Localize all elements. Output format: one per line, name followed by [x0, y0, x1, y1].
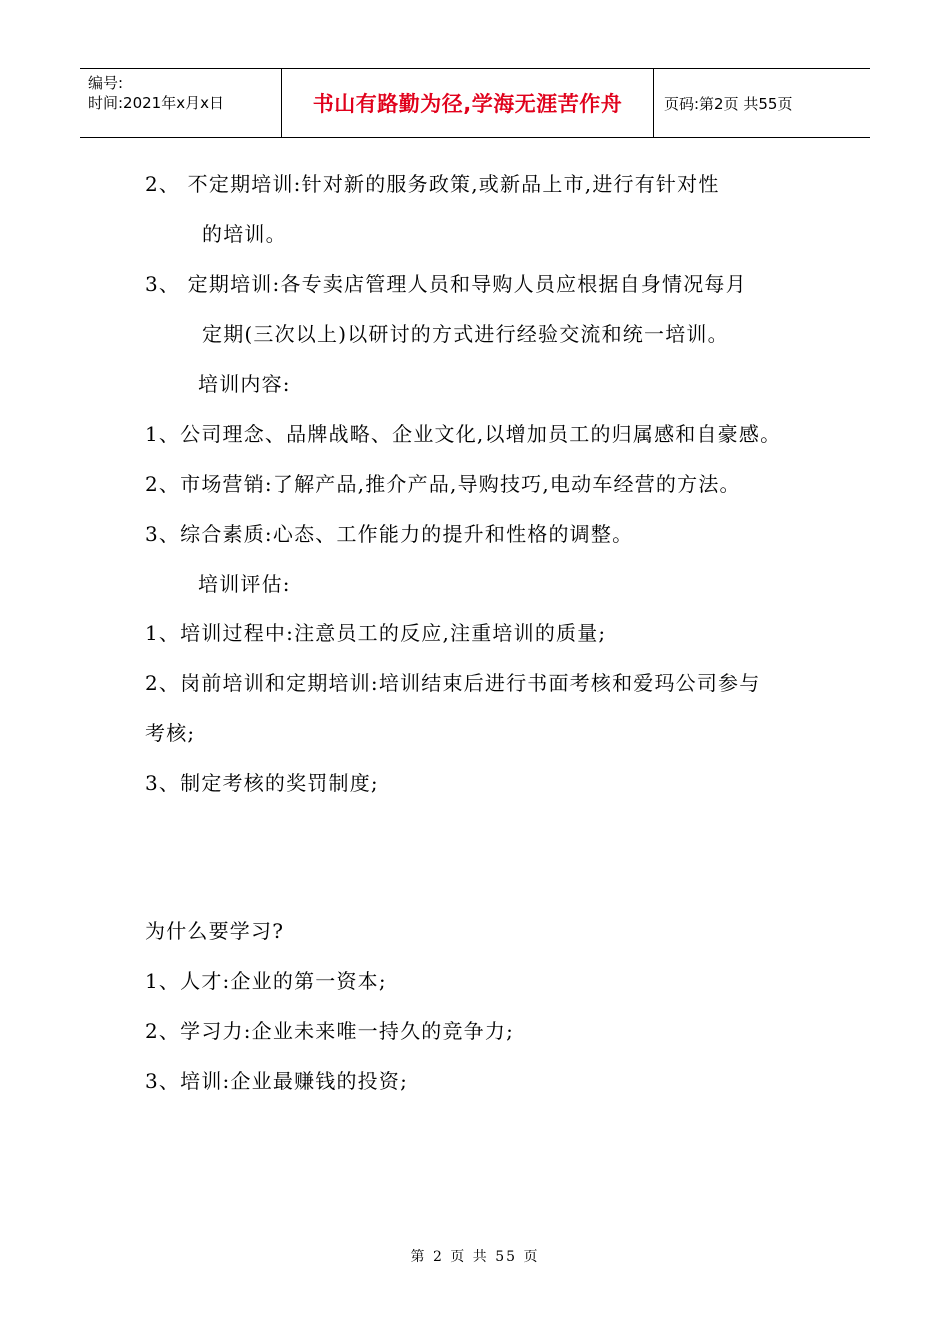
body-line: 定期(三次以上)以研讨的方式进行经验交流和统一培训。: [202, 322, 729, 346]
body-line: 2、学习力:企业未来唯一持久的竞争力;: [145, 1019, 515, 1043]
header-slogan-cell: [282, 69, 654, 137]
section-heading: 培训评估:: [198, 572, 291, 596]
section-heading: 为什么要学习?: [145, 919, 285, 943]
body-line: 1、公司理念、品牌战略、企业文化,以增加员工的归属感和自豪感。: [145, 422, 782, 446]
body-line: 3、 定期培训:各专卖店管理人员和导购人员应根据自身情况每月: [145, 272, 747, 296]
header-time-label: 时间:2021年x月x日: [88, 94, 224, 112]
body-line: 3、制定考核的奖罚制度;: [145, 771, 379, 795]
body-line: 2、市场营销:了解产品,推介产品,导购技巧,电动车经营的方法。: [145, 472, 741, 496]
header-slogan: 书山有路勤为径,学海无涯苦作舟: [312, 92, 623, 116]
body-line: 的培训。: [202, 222, 287, 246]
body-line: 1、人才:企业的第一资本;: [145, 969, 387, 993]
header-page-info: 页码:第2页 共55页: [664, 94, 793, 113]
section-heading: 培训内容:: [198, 372, 291, 396]
body-line: 2、 不定期培训:针对新的服务政策,或新品上市,进行有针对性: [145, 172, 720, 196]
header-number-label: 编号:: [88, 74, 124, 92]
body-line: 3、培训:企业最赚钱的投资;: [145, 1069, 409, 1093]
body-line: 考核;: [145, 721, 196, 745]
header-meta: [80, 69, 282, 137]
body-line: 1、培训过程中:注意员工的反应,注重培训的质量;: [145, 621, 607, 645]
body-line: 3、综合素质:心态、工作能力的提升和性格的调整。: [145, 522, 634, 546]
page-header: [80, 68, 870, 138]
body-line: 2、岗前培训和定期培训:培训结束后进行书面考核和爱玛公司参与: [145, 671, 761, 695]
page-footer: 第 2 页 共 55 页: [410, 1249, 540, 1265]
